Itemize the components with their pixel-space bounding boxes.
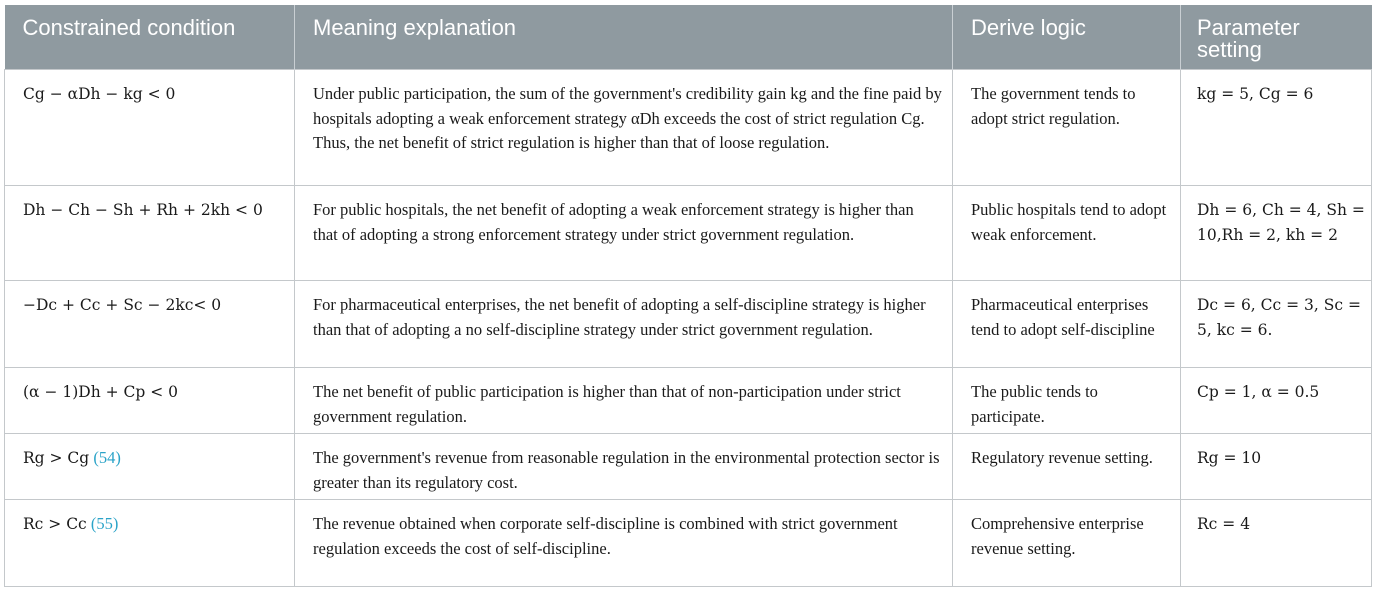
table-row <box>5 434 1372 500</box>
reference-link[interactable]: (54) <box>93 448 121 467</box>
logic-cell: Comprehensive enterprise revenue setting. <box>953 500 1181 587</box>
table-row <box>5 281 1372 368</box>
condition-cell: −Dc + Cc + Sc − 2kc< 0 <box>5 281 295 368</box>
meaning-cell: For public hospitals, the net benefit of adopting a weak enforcement strategy is higher than that of adopting a strong enforcement strategy under strict government regulation. <box>295 186 953 281</box>
params-cell: Cp = 1, α = 0.5 <box>1181 368 1372 434</box>
params-cell: Dc = 6, Cc = 3, Sc = 5, kc = 6. <box>1181 281 1372 368</box>
logic-cell: The government tends to adopt strict regulation. <box>953 70 1181 186</box>
header-constrained-condition: Constrained condition <box>5 5 295 70</box>
condition-formula: Rc > Cc <box>23 515 87 533</box>
params-cell: Dh = 6, Ch = 4, Sh = 10,Rh = 2, kh = 2 <box>1181 186 1372 281</box>
condition-cell: Cg − αDh − kg < 0 <box>5 70 295 186</box>
meaning-cell: The net benefit of public participation is higher than that of non-participation under strict government regulation. <box>295 368 953 434</box>
condition-cell: (α − 1)Dh + Cp < 0 <box>5 368 295 434</box>
header-derive-logic: Derive logic <box>953 5 1181 70</box>
logic-cell: Regulatory revenue setting. <box>953 434 1181 500</box>
meaning-cell: The government's revenue from reasonable regulation in the environmental protection sector is greater than its regulatory cost. <box>295 434 953 500</box>
table-row <box>5 70 1372 186</box>
constraint-parameter-table <box>4 5 1372 587</box>
meaning-cell: The revenue obtained when corporate self-discipline is combined with strict government regulation exceeds the cost of self-discipline. <box>295 500 953 587</box>
table-header-row <box>5 5 1372 70</box>
params-cell: kg = 5, Cg = 6 <box>1181 70 1372 186</box>
condition-formula: Rg > Cg <box>23 449 90 467</box>
table-row <box>5 368 1372 434</box>
table-row <box>5 500 1372 587</box>
table-row <box>5 186 1372 281</box>
header-meaning-explanation: Meaning explanation <box>295 5 953 70</box>
reference-link[interactable]: (55) <box>90 514 119 533</box>
condition-cell: Dh − Ch − Sh + Rh + 2kh < 0 <box>5 186 295 281</box>
logic-cell: Public hospitals tend to adopt weak enforcement. <box>953 186 1181 281</box>
condition-cell <box>5 434 295 500</box>
meaning-cell: Under public participation, the sum of the government's credibility gain kg and the fine paid by hospitals adopting a weak enforcement strategy αDh exceeds the cost of strict regulation Cg. Thus, the net benefit of strict regulation is higher than that of loose regulation. <box>295 70 953 186</box>
params-cell: Rg = 10 <box>1181 434 1372 500</box>
logic-cell: Pharmaceutical enterprises tend to adopt self-discipline <box>953 281 1181 368</box>
params-cell: Rc = 4 <box>1181 500 1372 587</box>
parameter-table-container <box>4 5 1371 587</box>
header-parameter-setting: Parameter setting <box>1181 5 1372 70</box>
logic-cell: The public tends to participate. <box>953 368 1181 434</box>
condition-cell <box>5 500 295 587</box>
meaning-cell: For pharmaceutical enterprises, the net benefit of adopting a self-discipline strategy is higher than that of adopting a no self-discipline strategy under strict government regulation. <box>295 281 953 368</box>
